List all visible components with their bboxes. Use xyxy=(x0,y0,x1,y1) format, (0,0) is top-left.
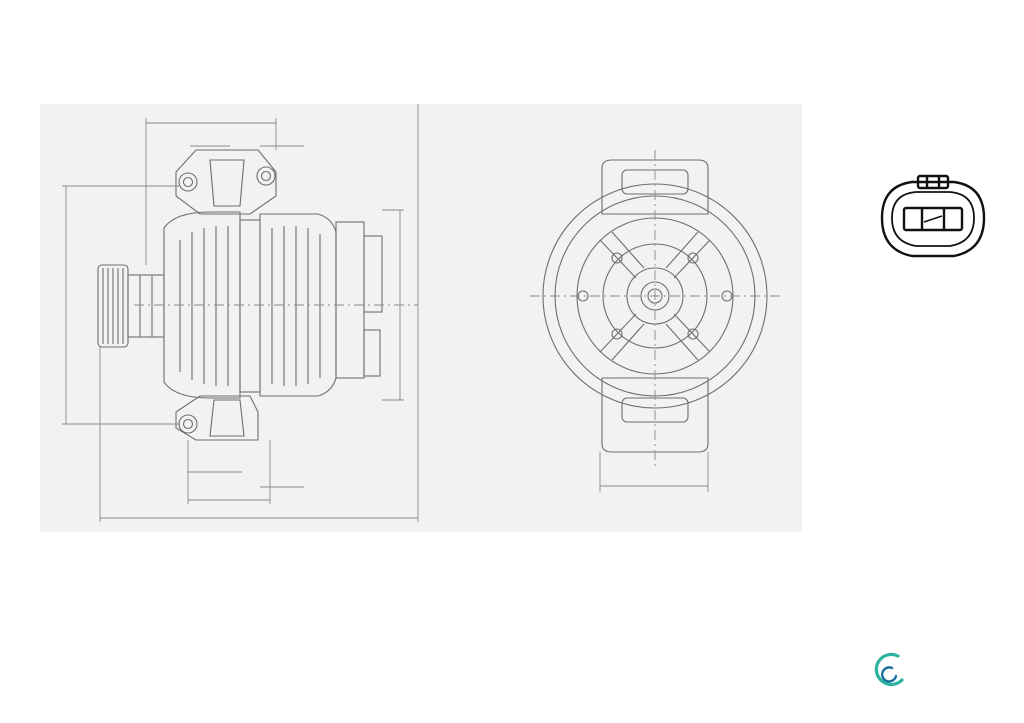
seg-logo xyxy=(870,648,1000,690)
plug-connector-icon xyxy=(872,172,994,264)
logo-ring-icon xyxy=(870,650,910,688)
side-view-drawing xyxy=(98,150,382,440)
front-view-dimensions xyxy=(530,150,780,492)
